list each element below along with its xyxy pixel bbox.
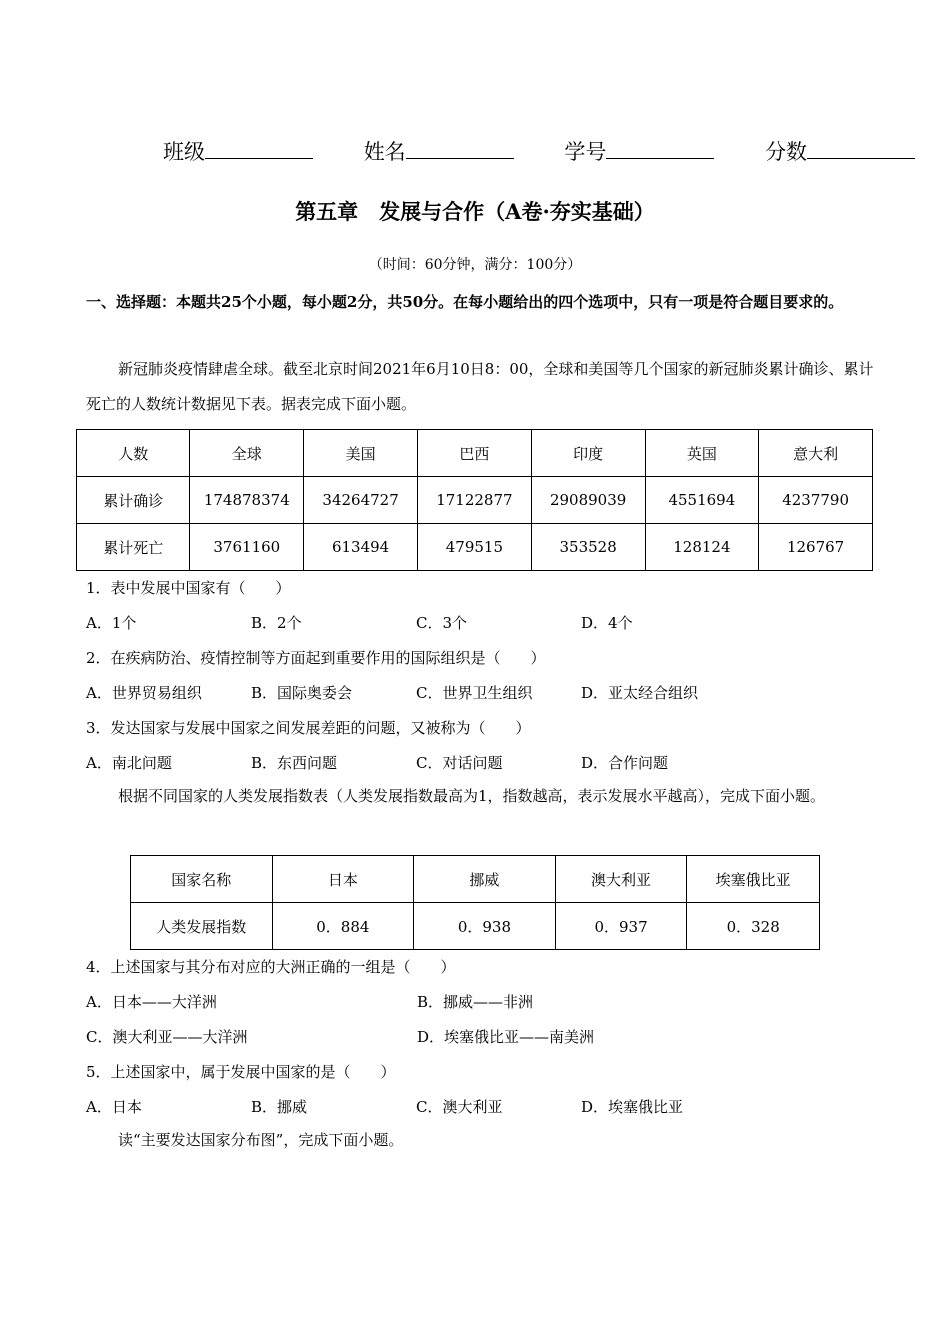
- question-4-options-row2: [86, 1026, 748, 1047]
- table-cell: 17122877: [417, 477, 531, 524]
- table-cell: 4237790: [759, 477, 873, 524]
- student-id-field[interactable]: 学号: [564, 136, 714, 166]
- question-1: 1．表中发展中国家有（ ）: [86, 579, 291, 597]
- table-cell: 国家名称: [131, 856, 273, 903]
- table-cell: 613494: [304, 524, 418, 571]
- question-1-options: [86, 612, 746, 633]
- table-cell: 埃塞俄比亚: [687, 856, 820, 903]
- table-header-row: [131, 856, 820, 903]
- table-cell: 128124: [645, 524, 759, 571]
- table-cell: 3761160: [190, 524, 304, 571]
- table-cell: 人数: [77, 430, 190, 477]
- option-c[interactable]: C．世界卫生组织: [416, 684, 533, 702]
- option-c[interactable]: C．对话问题: [416, 754, 503, 772]
- table-cell: 累计确诊: [77, 477, 190, 524]
- question-5: 5．上述国家中，属于发展中国家的是（ ）: [86, 1063, 396, 1081]
- option-c[interactable]: C．3个: [416, 614, 468, 632]
- option-b[interactable]: B．国际奥委会: [251, 684, 353, 702]
- table-cell: 挪威: [414, 856, 556, 903]
- option-b[interactable]: B．挪威: [251, 1098, 308, 1116]
- class-field[interactable]: 班级: [163, 136, 313, 166]
- table-cell: 126767: [759, 524, 873, 571]
- hdi-table: [130, 855, 820, 950]
- option-d[interactable]: D．4个: [581, 614, 633, 632]
- table-cell: 353528: [531, 524, 645, 571]
- option-d[interactable]: D．埃塞俄比亚——南美洲: [417, 1028, 595, 1046]
- table-cell: 4551694: [645, 477, 759, 524]
- option-b[interactable]: B．2个: [251, 614, 302, 632]
- table-cell: 人类发展指数: [131, 903, 273, 950]
- table-cell: 意大利: [759, 430, 873, 477]
- table-cell: 巴西: [417, 430, 531, 477]
- question-5-options: [86, 1096, 746, 1117]
- question-2: 2．在疾病防治、疫情控制等方面起到重要作用的国际组织是（ ）: [86, 649, 546, 667]
- table-row: [77, 524, 873, 571]
- table-cell: 0．938: [414, 903, 556, 950]
- table-cell: 174878374: [190, 477, 304, 524]
- option-a[interactable]: A．世界贸易组织: [86, 684, 202, 702]
- table-cell: 479515: [417, 524, 531, 571]
- table-cell: 34264727: [304, 477, 418, 524]
- covid-data-table: [76, 429, 873, 571]
- option-b[interactable]: B．挪威——非洲: [417, 993, 534, 1011]
- intro-paragraph-2: 根据不同国家的人类发展指数表（人类发展指数最高为1，指数越高，表示发展水平越高），完成下面小题。: [118, 787, 826, 805]
- intro-paragraph-1: 新冠肺炎疫情肆虐全球。截至北京时间2021年6月10日8：00，全球和美国等几个国家的新冠肺炎累计确诊、累计死亡的人数统计数据见下表。据表完成下面小题。: [86, 360, 874, 413]
- table-cell: 0．884: [272, 903, 414, 950]
- question-4: 4．上述国家与其分布对应的大洲正确的一组是（ ）: [86, 958, 456, 976]
- table-cell: 0．328: [687, 903, 820, 950]
- page-title: 第五章 发展与合作（A卷·夯实基础）: [295, 199, 655, 224]
- question-3: 3．发达国家与发展中国家之间发展差距的问题，又被称为（ ）: [86, 719, 531, 737]
- table-cell: 0．937: [555, 903, 687, 950]
- name-field[interactable]: 姓名: [364, 136, 514, 166]
- table-cell: 美国: [304, 430, 418, 477]
- option-a[interactable]: A．日本——大洋洲: [86, 993, 217, 1011]
- table-cell: 日本: [272, 856, 414, 903]
- table-cell: 印度: [531, 430, 645, 477]
- option-a[interactable]: A．1个: [86, 614, 137, 632]
- option-d[interactable]: D．亚太经合组织: [581, 684, 699, 702]
- question-2-options: [86, 682, 746, 703]
- question-4-options-row1: [86, 991, 748, 1012]
- table-cell: 29089039: [531, 477, 645, 524]
- table-row: [131, 903, 820, 950]
- question-3-options: [86, 752, 746, 773]
- intro-paragraph-3: 读“主要发达国家分布图”，完成下面小题。: [118, 1131, 404, 1149]
- option-d[interactable]: D．合作问题: [581, 754, 669, 772]
- score-field[interactable]: 分数: [765, 136, 915, 166]
- table-cell: 全球: [190, 430, 304, 477]
- option-a[interactable]: A．南北问题: [86, 754, 172, 772]
- exam-info: （时间：60分钟，满分：100分）: [368, 257, 582, 273]
- option-a[interactable]: A．日本: [86, 1098, 142, 1116]
- table-cell: 澳大利亚: [555, 856, 687, 903]
- option-d[interactable]: D．埃塞俄比亚: [581, 1098, 684, 1116]
- table-header-row: [77, 430, 873, 477]
- table-cell: 英国: [645, 430, 759, 477]
- option-c[interactable]: C．澳大利亚: [416, 1098, 503, 1116]
- student-info-header: [163, 136, 915, 166]
- table-cell: 累计死亡: [77, 524, 190, 571]
- section-heading: 一、选择题：本题共25个小题，每小题2分，共50分。在每小题给出的四个选项中，只有一项是符合题目要求的。: [86, 293, 844, 311]
- table-row: [77, 477, 873, 524]
- option-b[interactable]: B．东西问题: [251, 754, 338, 772]
- option-c[interactable]: C．澳大利亚——大洋洲: [86, 1028, 248, 1046]
